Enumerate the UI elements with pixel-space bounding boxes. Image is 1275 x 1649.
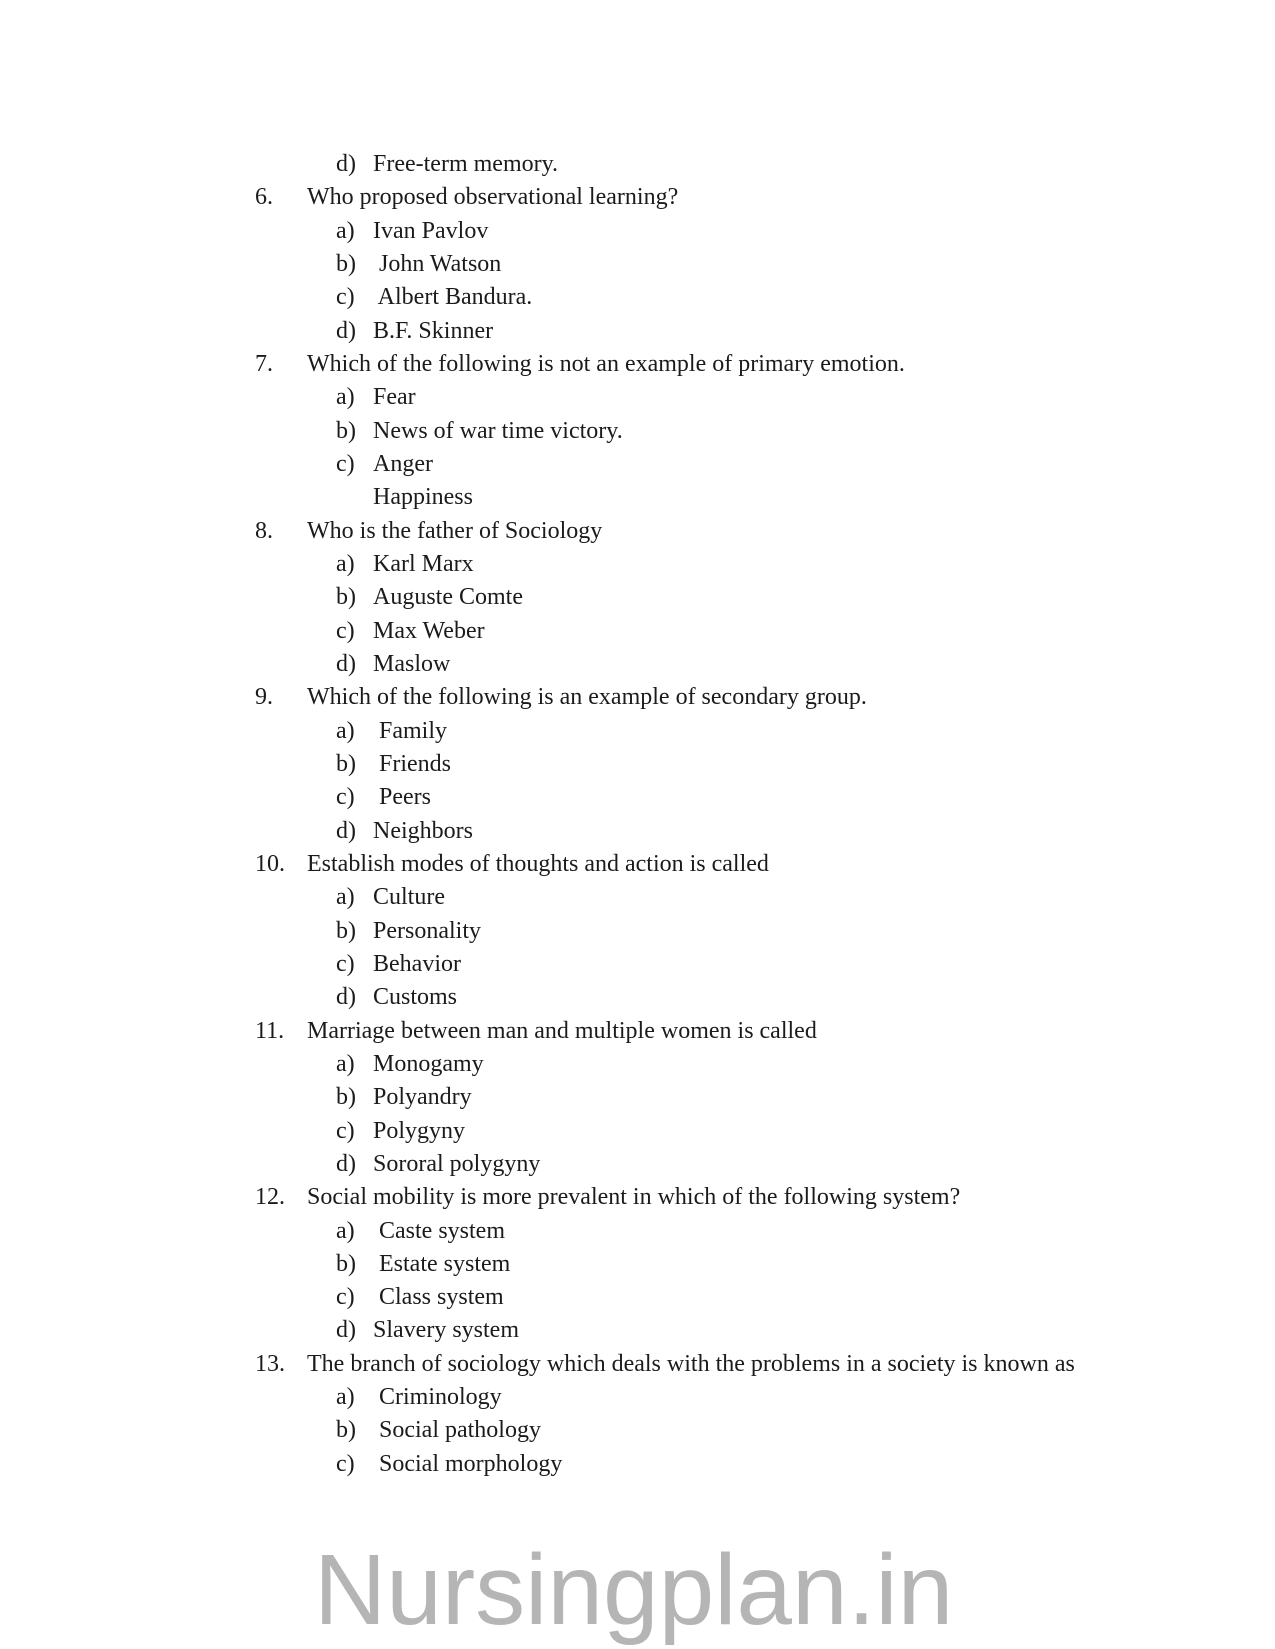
option-line: [0, 381, 1275, 414]
question-line: [0, 848, 1275, 881]
question-line: [0, 681, 1275, 714]
question-line: [0, 181, 1275, 214]
option-label: a): [336, 1384, 355, 1411]
option-line: [0, 948, 1275, 981]
option-line: [0, 1115, 1275, 1148]
option-label: d): [336, 1150, 356, 1177]
question-line: [0, 1348, 1275, 1381]
option-label: b): [336, 584, 356, 611]
option-label: b): [336, 417, 356, 444]
option-line: [0, 148, 1275, 181]
option-text: Albert Bandura.: [373, 284, 533, 311]
option-label: d): [336, 317, 356, 344]
option-label: b): [336, 1250, 356, 1277]
option-line: [0, 1448, 1275, 1481]
question-text: Social mobility is more prevalent in which of the following system?: [307, 1184, 961, 1211]
option-label: c): [336, 284, 355, 311]
option-label: d): [336, 650, 356, 677]
option-text: Karl Marx: [373, 550, 474, 577]
option-label: c): [336, 450, 355, 477]
question-number: 12.: [255, 1184, 285, 1211]
option-label: b): [336, 1084, 356, 1111]
option-line: [0, 915, 1275, 948]
question-number: 6.: [255, 184, 273, 211]
question-text: Which of the following is an example of secondary group.: [307, 684, 867, 711]
option-text: Social pathology: [373, 1417, 541, 1444]
option-line: [0, 881, 1275, 914]
option-line: [0, 1381, 1275, 1414]
question-number: 10.: [255, 850, 285, 877]
option-line: [0, 281, 1275, 314]
option-text: Slavery system: [373, 1317, 519, 1344]
option-label: a): [336, 884, 355, 911]
option-label: a): [336, 1217, 355, 1244]
option-text: Criminology: [373, 1384, 502, 1411]
option-label: c): [336, 1450, 355, 1477]
option-label: a): [336, 1050, 355, 1077]
option-line: [0, 581, 1275, 614]
option-label: c): [336, 950, 355, 977]
option-text: Peers: [373, 784, 431, 811]
option-label: d): [336, 151, 356, 177]
option-text: Polygyny: [373, 1117, 466, 1144]
option-line: [0, 448, 1275, 481]
question-number: 7.: [255, 350, 273, 377]
option-line: [0, 815, 1275, 848]
option-label: b): [336, 750, 356, 777]
option-label: a): [336, 550, 355, 577]
option-line: [0, 615, 1275, 648]
option-label: d): [336, 984, 356, 1011]
option-text: Maslow: [373, 650, 451, 677]
question-number: 8.: [255, 517, 273, 544]
question-text: Who proposed observational learning?: [307, 184, 679, 211]
option-label: b): [336, 250, 356, 277]
option-label: a): [336, 717, 355, 744]
option-text: Anger: [373, 450, 433, 477]
option-text: B.F. Skinner: [373, 317, 494, 344]
option-label: c): [336, 784, 355, 811]
question-number: 11.: [255, 1017, 285, 1044]
option-line: [0, 215, 1275, 248]
option-line: [0, 648, 1275, 681]
question-line: [0, 515, 1275, 548]
option-text: Behavior: [373, 950, 461, 977]
option-line: [0, 1148, 1275, 1181]
option-line: [0, 1248, 1275, 1281]
option-line: [0, 715, 1275, 748]
question-text: The branch of sociology which deals with the problems in a society is known as: [307, 1350, 1075, 1377]
option-text: Social morphology: [373, 1450, 563, 1477]
option-text: News of war time victory.: [373, 417, 623, 444]
question-number: 9.: [255, 684, 273, 711]
option-line: [0, 1048, 1275, 1081]
option-text: Fear: [373, 384, 416, 411]
option-label: b): [336, 1417, 356, 1444]
option-text: Ivan Pavlov: [373, 217, 489, 244]
option-line: [0, 1081, 1275, 1114]
option-text: Class system: [373, 1284, 504, 1311]
option-text: Max Weber: [373, 617, 485, 644]
option-line: [0, 981, 1275, 1014]
option-label: c): [336, 1117, 355, 1144]
option-label: c): [336, 1284, 355, 1311]
option-text: Monogamy: [373, 1050, 484, 1077]
option-text: Family: [373, 717, 448, 744]
option-label: d): [336, 817, 356, 844]
option-text: Personality: [373, 917, 481, 944]
watermark: Nursingplan.in: [314, 1534, 954, 1646]
question-line: [0, 1015, 1275, 1048]
option-line: [0, 1314, 1275, 1347]
question-text: Which of the following is not an example of primary emotion.: [307, 350, 905, 377]
option-text: Caste system: [373, 1217, 505, 1244]
option-text: Culture: [373, 884, 445, 911]
option-line: [0, 481, 1275, 514]
option-text: Customs: [373, 984, 458, 1011]
question-number: 13.: [255, 1350, 285, 1377]
option-line: [0, 248, 1275, 281]
option-text: Estate system: [373, 1250, 511, 1277]
question-text: Establish modes of thoughts and action is called: [307, 850, 769, 877]
question-text: Who is the father of Sociology: [307, 517, 603, 544]
question-list: [0, 148, 1275, 1481]
option-label: a): [336, 384, 355, 411]
option-line: [0, 781, 1275, 814]
option-line: [0, 1414, 1275, 1447]
question-line: [0, 1181, 1275, 1214]
option-text: Auguste Comte: [373, 584, 523, 611]
question-line: [0, 348, 1275, 381]
option-line: [0, 1281, 1275, 1314]
option-line: [0, 1215, 1275, 1248]
option-text: Neighbors: [373, 817, 473, 844]
option-line: [0, 748, 1275, 781]
option-text: Free-term memory.: [373, 151, 559, 177]
option-text: John Watson: [373, 250, 502, 277]
option-line: [0, 315, 1275, 348]
option-line: [0, 548, 1275, 581]
option-text: Polyandry: [373, 1084, 472, 1111]
option-label: d): [336, 1317, 356, 1344]
option-text: Happiness: [373, 484, 473, 511]
option-line: [0, 415, 1275, 448]
option-label: b): [336, 917, 356, 944]
question-text: Marriage between man and multiple women is called: [307, 1017, 817, 1044]
option-text: Sororal polygyny: [373, 1150, 541, 1177]
option-label: c): [336, 617, 355, 644]
option-label: a): [336, 217, 355, 244]
option-text: Friends: [373, 750, 451, 777]
